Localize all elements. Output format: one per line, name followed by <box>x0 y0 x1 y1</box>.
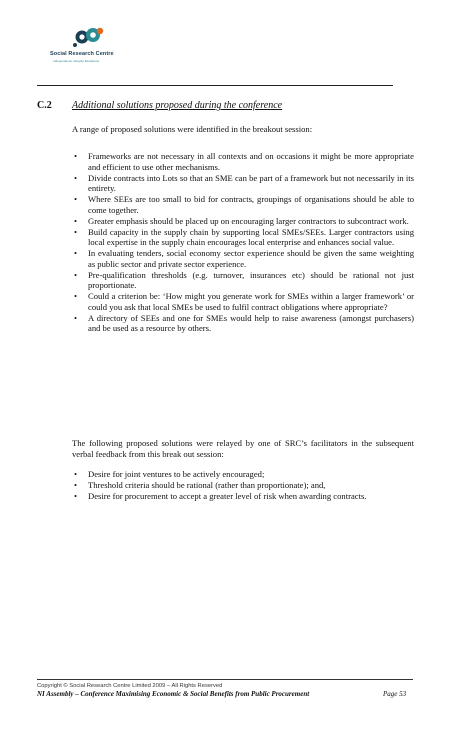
header-rule <box>37 85 393 86</box>
list-item: • Desire for procurement to accept a greater level of risk when awarding contracts. <box>74 491 367 501</box>
bullet-icon: • <box>74 312 78 323</box>
page-number: Page 53 <box>383 690 407 698</box>
copyright-notice: Copyright © Social Research Centre Limited 2009 – All Rights Reserved <box>37 683 223 689</box>
bullet-icon: • <box>74 215 78 226</box>
bullet-icon: • <box>74 269 78 280</box>
list-item: • Divide contracts into Lots so that an SME can be part of a framework but not necessarily in its entirety. <box>74 172 414 193</box>
bullet-icon: • <box>74 248 78 258</box>
bullet-icon: • <box>74 291 78 301</box>
followup-list <box>72 469 414 502</box>
bullet-icon: • <box>74 491 78 501</box>
logo-tagline: Independence·Integrity·Excellence <box>53 59 100 63</box>
list-item: • Desire for joint ventures to be actively encouraged; <box>74 469 265 479</box>
bullet-icon: • <box>74 151 78 161</box>
list-item: • Build capacity in the supply chain by supporting local SMEs/SEEs. Larger contractors using local expertise in the supply chain encourages local enterprise and enhances social value. <box>74 226 414 247</box>
bullet-icon: • <box>74 226 78 237</box>
bullet-icon: • <box>74 194 78 204</box>
list-item: • Threshold criteria should be rational (rather than proportionate); and, <box>74 480 326 490</box>
section-number: C.2 <box>37 100 52 111</box>
list-item: • Greater emphasis should be placed up on encouraging larger contractors to subcontract work. <box>74 215 409 226</box>
solutions-list <box>72 151 414 334</box>
list-item: • Where SEEs are too small to bid for contracts, groupings of organisations should be able to come together. <box>74 194 414 215</box>
bullet-icon: • <box>74 480 78 490</box>
section-title: Additional solutions proposed during the conference <box>72 100 283 111</box>
list-item: • Frameworks are not necessary in all contexts and on occasions it might be more appropriate and efficient to use other mechanisms. <box>74 151 414 172</box>
list-item: • In evaluating tenders, social economy sector experience should be given the same weighting as public sector and private sector experience. <box>74 248 414 269</box>
footer-rule <box>37 679 413 680</box>
followup-paragraph: The following proposed solutions were relayed by one of SRC’s facilitators in the subsequent verbal feedback from this break out session: <box>72 438 414 459</box>
list-item: • Could a criterion be: ‘How might you generate work for SMEs within a larger framework’ or could you ask that local SMEs be used to fulfil contract obligations where appropriate? <box>74 291 414 312</box>
bullet-icon: • <box>74 469 78 479</box>
bullet-icon: • <box>74 172 78 183</box>
footer-title: NI Assembly – Conference Maximising Economic & Social Benefits from Public Procurement <box>37 690 310 698</box>
list-item: • Pre-qualification thresholds (e.g. turnover, insurances etc) should be rational not just proportionate. <box>74 269 414 290</box>
list-item: • A directory of SEEs and one for SMEs would help to raise awareness (amongst purchasers) and be used as a resource by others. <box>74 312 414 333</box>
logo-name: Social Research Centre <box>50 51 114 57</box>
intro-paragraph: A range of proposed solutions were identified in the breakout session: <box>72 124 313 134</box>
